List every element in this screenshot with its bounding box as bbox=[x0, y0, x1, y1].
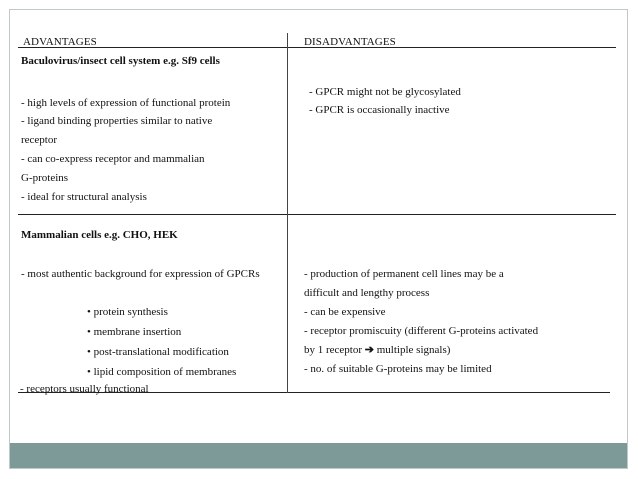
section2-disadv-line bbox=[304, 343, 450, 357]
section-rule bbox=[18, 214, 616, 215]
section2-disadv-line: - no. of suitable G-proteins may be limited bbox=[304, 363, 492, 375]
section1-adv-line: - ideal for structural analysis bbox=[21, 191, 147, 203]
section2-adv-outro: - receptors usually functional bbox=[20, 383, 149, 395]
section1-disadv-line: - GPCR is occasionally inactive bbox=[309, 104, 450, 116]
section1-title: Baculovirus/insect cell system e.g. Sf9 cells bbox=[21, 55, 220, 67]
arrow-right-icon: ➔ bbox=[364, 344, 374, 356]
section2-bullet: • post-translational modification bbox=[87, 346, 229, 358]
section2-disadv-line: - receptor promiscuity (different G-proteins activated bbox=[304, 325, 539, 337]
section1-adv-line: - ligand binding properties similar to native bbox=[21, 115, 213, 127]
section1-disadv-line: - GPCR might not be glycosylated bbox=[309, 86, 461, 98]
section1-adv-line: - can co-express receptor and mammalian bbox=[21, 153, 205, 165]
multi-line-before: by 1 receptor bbox=[304, 344, 365, 356]
footer-band bbox=[10, 443, 627, 468]
column-divider bbox=[287, 33, 288, 393]
section1-adv-line: G-proteins bbox=[21, 172, 69, 184]
section1-adv-line: receptor bbox=[21, 134, 58, 146]
section2-disadv-line: - can be expensive bbox=[304, 306, 386, 318]
section2-title: Mammalian cells e.g. CHO, HEK bbox=[21, 229, 178, 241]
section2-disadv-line: - production of permanent cell lines may be a bbox=[304, 268, 504, 280]
section2-bullet: • lipid composition of membranes bbox=[87, 366, 237, 378]
section2-adv-intro: - most authentic background for expression of GPCRs bbox=[21, 268, 260, 280]
advantages-header: ADVANTAGES bbox=[23, 36, 97, 48]
section2-bullet: • protein synthesis bbox=[87, 306, 168, 318]
multi-line-after: multiple signals) bbox=[374, 344, 451, 356]
disadvantages-header: DISADVANTAGES bbox=[304, 36, 396, 48]
section1-adv-line: - high levels of expression of functional protein bbox=[21, 97, 231, 109]
section2-bullet: • membrane insertion bbox=[87, 326, 182, 338]
section2-disadv-line: difficult and lengthy process bbox=[304, 287, 430, 299]
